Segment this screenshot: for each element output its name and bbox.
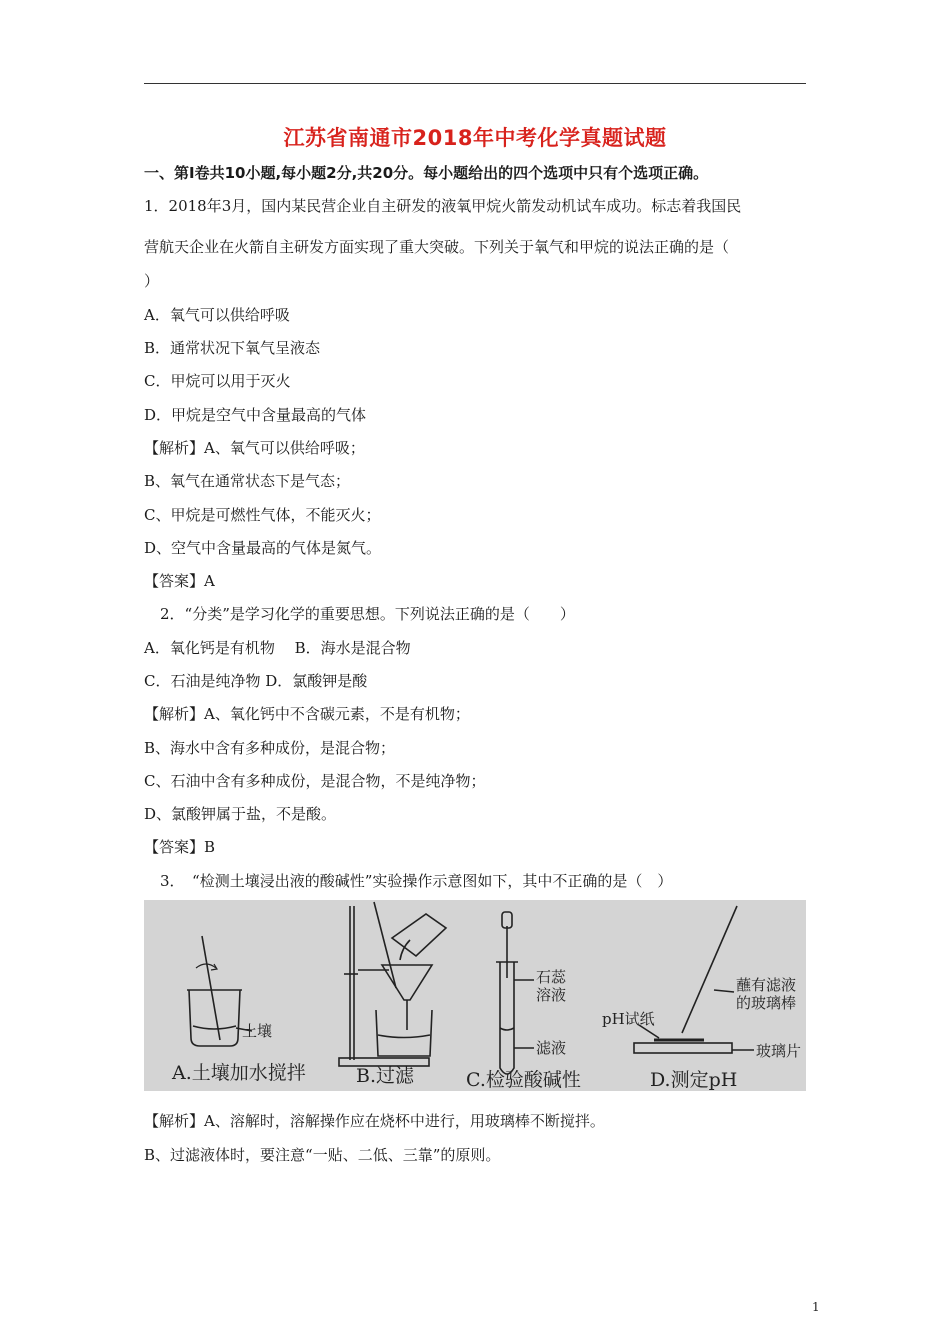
q1-analysis-b: B、氧气在通常状态下是气态； xyxy=(144,472,351,490)
q3-stem: 3． “检测土壤浸出液的酸碱性”实验操作示意图如下，其中不正确的是（ ） xyxy=(160,872,673,890)
page-number: 1 xyxy=(812,1300,820,1314)
label-filtrate: 滤液 xyxy=(536,1039,567,1057)
q1-answer: 【答案】A xyxy=(144,572,215,590)
document-title: 江苏省南通市2018年中考化学真题试题 xyxy=(283,126,667,150)
label-litmus-1: 石蕊 xyxy=(536,968,567,986)
experiment-figure xyxy=(144,900,806,1091)
q2-options-cd: C．石油是纯净物 D．氯酸钾是酸 xyxy=(144,672,368,690)
q1-analysis-c: C、甲烷是可燃性气体，不能灭火； xyxy=(144,506,381,524)
label-ph-paper: pH试纸 xyxy=(602,1010,655,1028)
q1-option-a: A．氧气可以供给呼吸 xyxy=(144,306,290,324)
q1-option-c: C．甲烷可以用于灭火 xyxy=(144,372,291,390)
caption-a: A.土壤加水搅拌 xyxy=(172,1062,306,1084)
caption-c: C.检验酸碱性 xyxy=(466,1069,581,1091)
q2-analysis-d: D、氯酸钾属于盐，不是酸。 xyxy=(144,805,337,823)
section-heading: 一、第Ⅰ卷共10小题,每小题2分,共20分。每小题给出的四个选项中只有个选项正确。 xyxy=(144,164,709,182)
q2-analysis-c: C、石油中含有多种成份，是混合物，不是纯净物； xyxy=(144,772,486,790)
filtration-illustration xyxy=(339,902,446,1066)
q1-option-b: B．通常状况下氧气呈液态 xyxy=(144,339,321,357)
q1-analysis-d: D、空气中含量最高的气体是氮气。 xyxy=(144,539,382,557)
caption-b: B.过滤 xyxy=(356,1065,415,1087)
label-glass-slide: 玻璃片 xyxy=(756,1042,802,1060)
q2-analysis-b: B、海水中含有多种成份，是混合物； xyxy=(144,739,396,757)
q2-analysis-a: 【解析】A、氧化钙中不含碳元素，不是有机物； xyxy=(144,705,470,723)
label-rod-2: 的玻璃棒 xyxy=(736,994,797,1012)
q2-options-ab: A．氧化钙是有机物 B．海水是混合物 xyxy=(144,639,411,657)
test-tube-illustration xyxy=(496,912,534,1074)
q1-stem-line-2: 营航天企业在火箭自主研发方面实现了重大突破。下列关于氧气和甲烷的说法正确的是（ xyxy=(144,238,730,256)
q2-answer: 【答案】B xyxy=(144,838,216,856)
q2-stem: 2．“分类”是学习化学的重要思想。下列说法正确的是（ ） xyxy=(160,605,575,623)
q3-analysis-b: B、过滤液体时，要注意“一贴、二低、三靠”的原则。 xyxy=(144,1146,501,1164)
q1-analysis-a: 【解析】A、氧气可以供给呼吸； xyxy=(144,439,365,457)
q1-option-d: D．甲烷是空气中含量最高的气体 xyxy=(144,406,367,424)
q1-stem-line-3: ） xyxy=(144,272,160,290)
caption-d: D.测定pH xyxy=(650,1069,738,1091)
label-soil: 土壤 xyxy=(242,1022,273,1040)
q3-analysis-a: 【解析】A、溶解时，溶解操作应在烧杯中进行，用玻璃棒不断搅拌。 xyxy=(144,1112,605,1130)
label-litmus-2: 溶液 xyxy=(536,986,567,1004)
q1-stem-line-1: 1．2018年3月，国内某民营企业自主研发的液氧甲烷火箭发动机试车成功。标志着我国民 xyxy=(144,197,742,215)
label-rod-1: 蘸有滤液 xyxy=(736,976,797,994)
header-rule xyxy=(144,83,806,84)
